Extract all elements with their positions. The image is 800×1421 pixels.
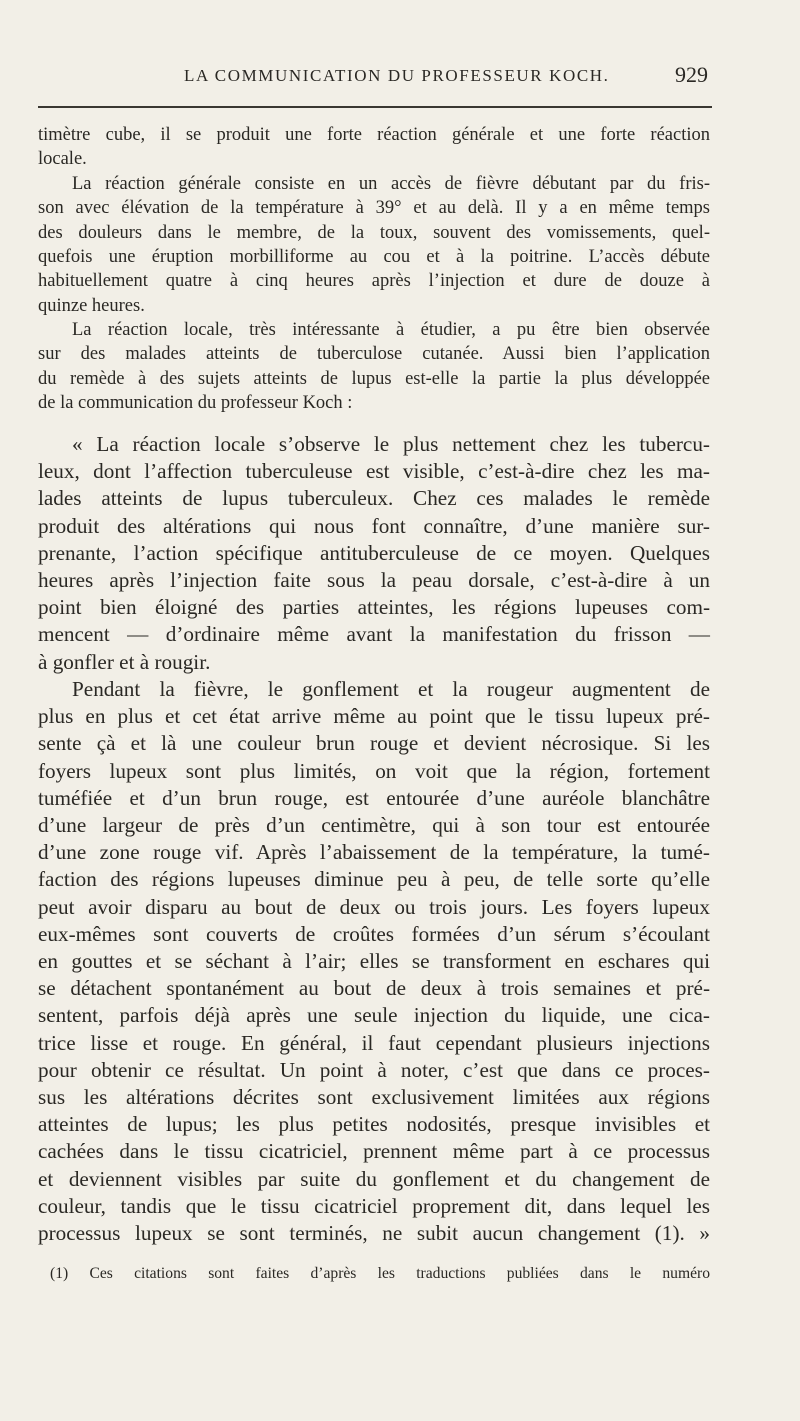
text-line: timètre cube, il se produit une forte réaction générale et une forte réaction: [38, 125, 710, 145]
text-line: d’une largeur de près d’un centimètre, qui à son tour est entourée: [38, 813, 710, 838]
text-line: d’une zone rouge vif. Après l’abaissement de la température, la tumé-: [38, 840, 710, 865]
text-line: heures après l’injection faite sous la peau dorsale, c’est-à-dire à un: [38, 568, 710, 593]
text-line: processus lupeux se sont terminés, ne subit aucun changement (1). »: [38, 1221, 710, 1246]
text-line: foyers lupeux sont plus limités, on voit que la région, fortement: [38, 758, 710, 783]
text-line: produit des altérations qui nous font connaître, d’une manière sur-: [38, 513, 710, 538]
paragraph-reaction-generale: [38, 172, 710, 318]
text-line: La réaction locale, très intéressante à étudier, a pu être bien observée: [72, 320, 710, 340]
text-line: mencent — d’ordinaire même avant la manifestation du frisson —: [38, 622, 710, 647]
page-number: 929: [675, 62, 708, 87]
text-line: eux-mêmes sont couverts de croûtes formées d’un sérum s’écoulant: [38, 921, 710, 946]
text-line: locale.: [38, 149, 87, 170]
text-line: La réaction générale consiste en un accès de fièvre débutant par du fris-: [72, 174, 710, 194]
text-line: peut avoir disparu au bout de deux ou trois jours. Les foyers lupeux: [38, 894, 710, 919]
text-line: sente çà et là une couleur brun rouge et devient nécrosique. Si les: [38, 731, 710, 756]
text-line: cachées dans le tissu cicatriciel, prennent même part à ce processus: [38, 1139, 710, 1164]
text-line: couleur, tandis que le tissu cicatriciel proprement dit, dans lequel les: [38, 1193, 710, 1218]
koch-quotation-part-2: [38, 676, 710, 1247]
paragraph-reaction-locale: [38, 318, 710, 415]
text-line: « La réaction locale s’observe le plus nettement chez les tubercu-: [72, 432, 710, 456]
page-header: [38, 62, 710, 96]
text-line: prenante, l’action spécifique antituberculeuse de ce moyen. Quelques: [38, 540, 710, 565]
footnote: (1) Ces citations sont faites d’après les traductions publiées dans le numéro: [50, 1265, 710, 1282]
text-line: leux, dont l’affection tuberculeuse est visible, c’est-à-dire chez les ma-: [38, 459, 710, 484]
text-line: faction des régions lupeuses diminue peu à peu, de telle sorte qu’elle: [38, 867, 710, 892]
text-line: habituellement quatre à cinq heures après l’injection et dure de douze à: [38, 271, 710, 292]
text-line: quinze heures.: [38, 295, 145, 316]
text-line: du remède à des sujets atteints de lupus est-elle la partie la plus développée: [38, 368, 710, 389]
text-line: lades atteints de lupus tuberculeux. Chez ces malades le remède: [38, 486, 710, 511]
text-line: sur des malades atteints de tuberculose cutanée. Aussi bien l’application: [38, 344, 710, 365]
text-line: en gouttes et se séchant à l’air; elles se transforment en eschares qui: [38, 949, 710, 974]
text-line: sus les altérations décrites sont exclusivement limitées aux régions: [38, 1085, 710, 1110]
text-line: quefois une éruption morbilliforme au cou et à la poitrine. L’accès débute: [38, 247, 710, 268]
text-line: à gonfler et à rougir.: [38, 649, 211, 674]
text-line: pour obtenir ce résultat. Un point à noter, c’est que dans ce proces-: [38, 1057, 710, 1082]
text-line: son avec élévation de la température à 39° et au delà. Il y a en même temps: [38, 198, 710, 219]
text-line: se détachent spontanément au bout de deux à trois semaines et pré-: [38, 976, 710, 1001]
text-line: tuméfiée et d’un brun rouge, est entourée d’une auréole blanchâtre: [38, 785, 710, 810]
text-line: sentent, parfois déjà après une seule injection du liquide, une cica-: [38, 1003, 710, 1028]
text-line: de la communication du professeur Koch :: [38, 393, 353, 414]
text-line: des douleurs dans le membre, de la toux, souvent des vomissements, quel-: [38, 222, 710, 243]
text-line: plus en plus et cet état arrive même au point que le tissu lupeux pré-: [38, 704, 710, 729]
header-rule: [38, 106, 712, 108]
text-line: point bien éloigné des parties atteintes, les régions lupeuses com-: [38, 595, 710, 620]
koch-quotation-part-1: [38, 431, 710, 676]
text-line: trice lisse et rouge. En général, il faut cependant plusieurs injections: [38, 1030, 710, 1055]
text-line: et deviennent visibles par suite du gonflement et du changement de: [38, 1166, 710, 1191]
running-title: LA COMMUNICATION DU PROFESSEUR KOCH.: [184, 66, 610, 85]
paragraph-continuation: [38, 123, 710, 172]
text-line: Pendant la fièvre, le gonflement et la rougeur augmentent de: [72, 677, 710, 701]
text-line: atteintes de lupus; les plus petites nodosités, presque invisibles et: [38, 1112, 710, 1137]
